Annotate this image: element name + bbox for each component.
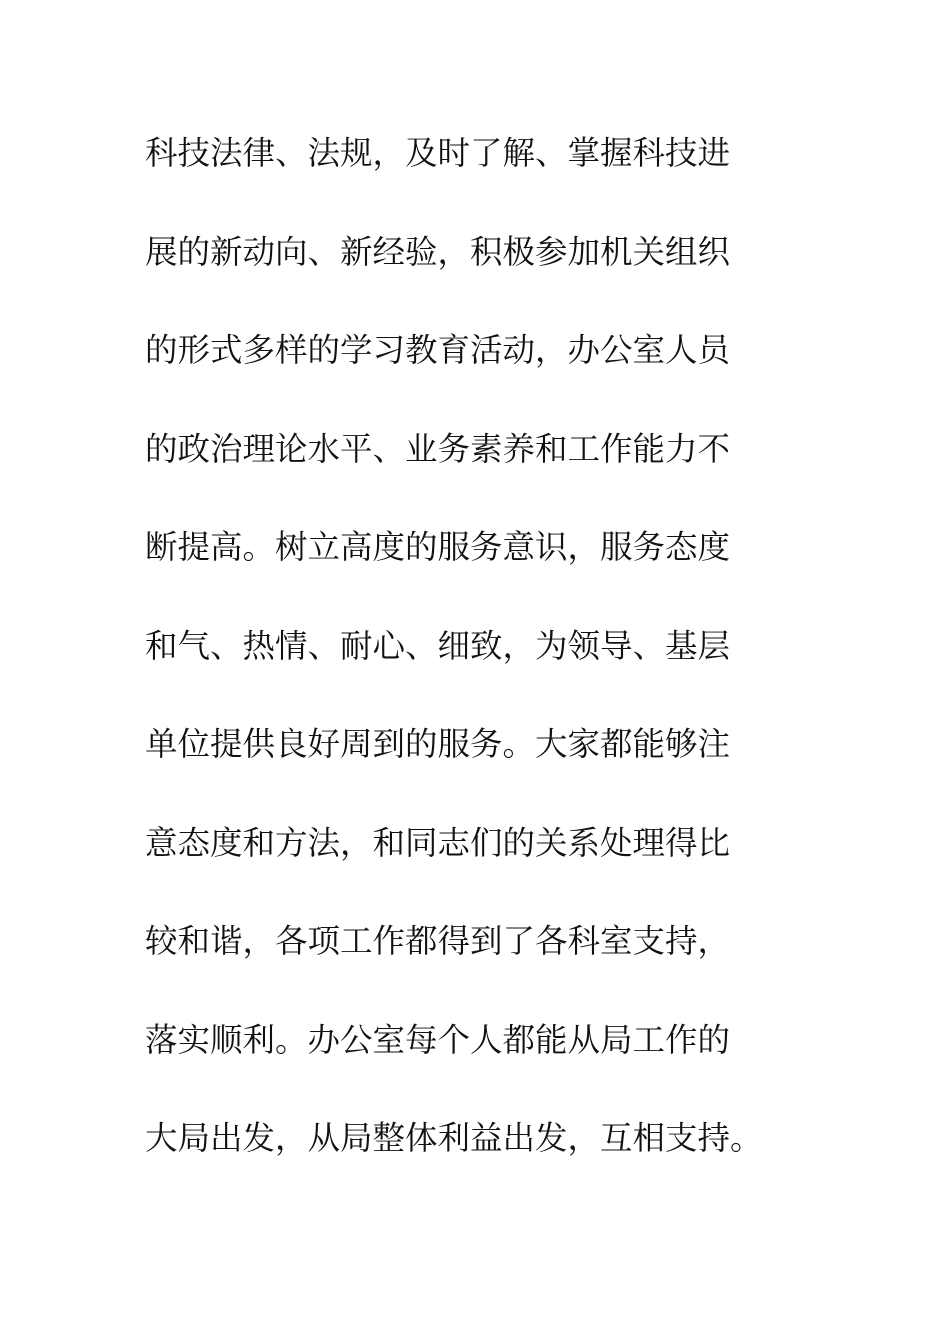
text-line: 的政治理论水平、业务素养和工作能力不 <box>145 429 731 468</box>
text-line: 单位提供良好周到的服务。大家都能够注 <box>145 725 731 763</box>
text-line: 意态度和方法，和同志们的关系处理得比 <box>145 823 731 862</box>
text-line: 断提高。树立高度的服务意识，服务态度 <box>145 528 731 566</box>
text-line: 和气、热情、耐心、细致，为领导、基层 <box>145 626 731 665</box>
text-line: 较和谐，各项工作都得到了各科室支持， <box>145 922 731 960</box>
text-line: 大局出发，从局整体利益出发，互相支持。 <box>145 1119 763 1157</box>
body-text <box>145 128 835 1212</box>
text-line: 的形式多样的学习教育活动，办公室人员 <box>145 331 731 369</box>
text-line: 展的新动向、新经验，积极参加机关组织 <box>145 232 731 271</box>
text-line: 科技法律、法规，及时了解、掌握科技进 <box>145 134 731 172</box>
text-line: 落实顺利。办公室每个人都能从局工作的 <box>145 1020 731 1059</box>
